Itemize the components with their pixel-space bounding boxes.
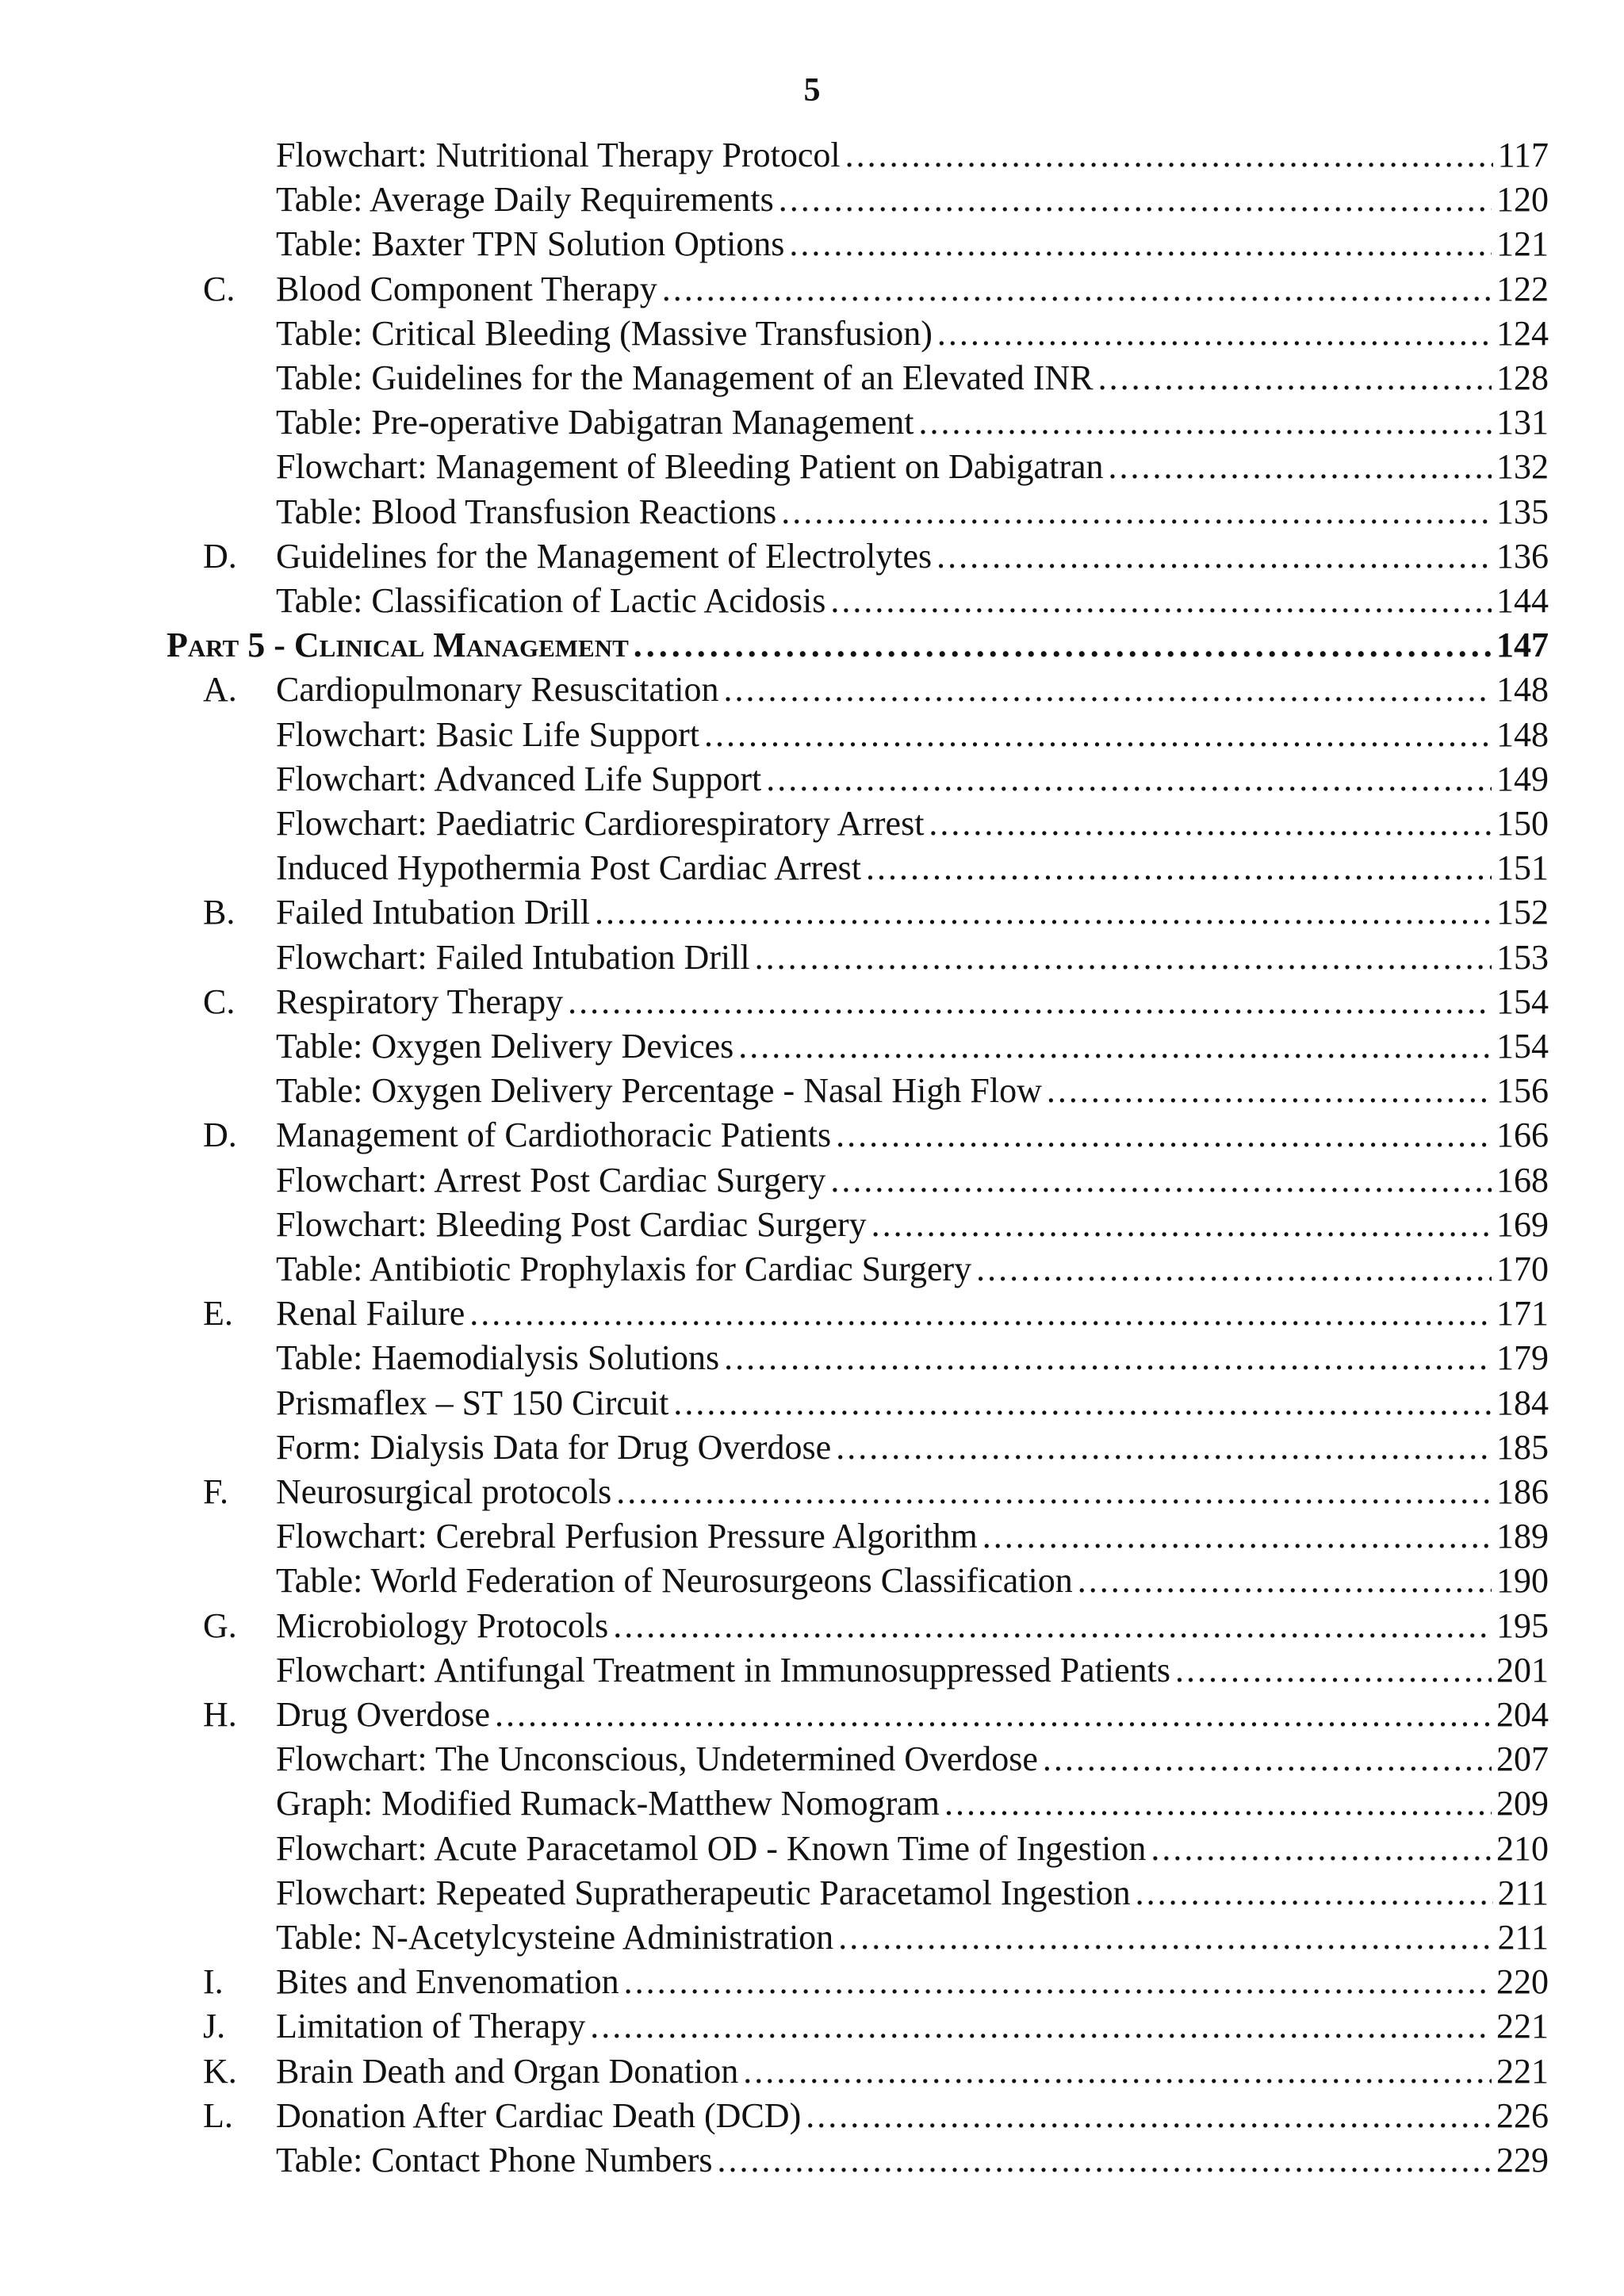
toc-entry-page: 147 [1496,626,1549,665]
toc-entry[interactable] [276,400,1549,445]
toc-entry[interactable] [276,757,1549,802]
toc-entry-page: 226 [1496,2095,1549,2135]
toc-entry-page: 189 [1496,1517,1549,1556]
toc-entry-title: Table: Baxter TPN Solution Options [276,224,785,264]
toc-entry-title: Table: Critical Bleeding (Massive Transfusion) [276,313,933,353]
dot-leader [866,846,1492,890]
toc-entry-title: Limitation of Therapy [276,2007,586,2046]
toc-entry-title: Blood Component Therapy [276,269,657,308]
dot-leader [836,1425,1492,1470]
toc-entry-page: 149 [1496,759,1549,798]
toc-entry-title: Part 5 - Clinical Management [167,626,629,665]
toc-entry-letter: I. [203,1962,224,2002]
toc-entry-title: Renal Failure [276,1294,465,1334]
toc-entry-title: Drug Overdose [276,1695,491,1734]
toc-entry-title: Flowchart: Antifungal Treatment in Immunosuppressed Patients [276,1650,1171,1689]
toc-entry[interactable] [276,1960,1549,2004]
dot-leader [568,980,1492,1024]
toc-entry[interactable] [276,1069,1549,1113]
toc-entry-page: 153 [1496,937,1549,977]
dot-leader [704,713,1492,757]
dot-leader [738,1024,1492,1069]
toc-entry[interactable] [276,2004,1549,2049]
toc-entry[interactable] [276,1024,1549,1069]
toc-entry-title: Cardiopulmonary Resuscitation [276,670,719,710]
toc-entry-page: 151 [1496,848,1549,888]
toc-entry-title: Flowchart: Failed Intubation Drill [276,937,750,977]
toc-entry-title: Table: Blood Transfusion Reactions [276,492,777,531]
toc-entry-page: 168 [1496,1160,1549,1200]
toc-entry-page: 150 [1496,804,1549,843]
dot-leader [976,1247,1492,1292]
toc-entry[interactable] [276,1292,1549,1336]
toc-entry[interactable] [276,980,1549,1024]
dot-leader [613,1604,1492,1648]
toc-entry[interactable] [276,222,1549,266]
toc-entry-page: 148 [1496,714,1549,754]
dot-leader [944,1781,1492,1826]
dot-leader [724,1336,1492,1380]
toc-entry-title: Failed Intubation Drill [276,893,590,932]
toc-entry[interactable] [276,1158,1549,1203]
toc-entry[interactable] [276,1425,1549,1470]
toc-entry-page: 185 [1496,1427,1549,1467]
toc-entry-page: 120 [1496,180,1549,220]
dot-leader [495,1693,1492,1737]
toc-entry-title: Flowchart: Cerebral Perfusion Pressure Algorithm [276,1517,978,1556]
toc-entry-title: Table: N-Acetylcysteine Administration [276,1918,834,1957]
toc-entry[interactable] [276,178,1549,222]
toc-entry-letter: G. [203,1605,237,1645]
toc-entry-page: 169 [1496,1204,1549,1244]
toc-entry-title: Graph: Modified Rumack-Matthew Nomogram [276,1784,940,1823]
dot-leader [624,1960,1492,2004]
toc-entry[interactable] [276,1113,1549,1158]
toc-entry-page: 166 [1496,1115,1549,1155]
toc-entry[interactable] [276,1247,1549,1292]
toc-entry-letter: J. [203,2007,226,2046]
dot-leader [830,1158,1492,1203]
toc-entry-title: Respiratory Therapy [276,982,564,1021]
toc-entry[interactable] [276,890,1549,935]
toc-entry[interactable] [276,1915,1549,1960]
toc-entry-title: Donation After Cardiac Death (DCD) [276,2095,802,2135]
toc-entry[interactable] [276,1781,1549,1826]
dot-leader [616,1470,1492,1514]
dot-leader [673,1381,1492,1425]
dot-leader [590,2004,1492,2049]
toc-entry-title: Flowchart: Advanced Life Support [276,759,762,798]
toc-entry-letter: K. [203,2051,237,2091]
toc-entry-letter: E. [203,1294,233,1334]
toc-entry-title: Flowchart: Paediatric Cardiorespiratory Arrest [276,804,925,843]
dot-leader [918,400,1492,445]
toc-entry-page: 184 [1496,1383,1549,1422]
toc-entry-page: 221 [1496,2051,1549,2091]
toc-entry-title: Guidelines for the Management of Electrolytes [276,536,933,576]
toc-entry-page: 179 [1496,1338,1549,1378]
dot-leader [469,1292,1492,1336]
toc-entry-page: 210 [1496,1828,1549,1868]
dot-leader [830,579,1492,623]
toc-entry-title: Flowchart: Basic Life Support [276,714,700,754]
toc-entry-page: 132 [1496,447,1549,487]
dot-leader [982,1514,1492,1559]
toc-entry-letter: C. [203,269,236,308]
toc-entry[interactable] [276,1336,1549,1380]
dot-leader [781,490,1492,534]
toc-entry[interactable] [276,936,1549,980]
dot-leader [838,1915,1492,1960]
toc-entry-page: 211 [1497,1918,1549,1957]
dot-leader [929,802,1492,846]
toc-entry[interactable] [276,1470,1549,1514]
toc-entry-title: Microbiology Protocols [276,1605,609,1645]
dot-leader [1109,445,1492,489]
toc-entry[interactable] [276,1648,1549,1693]
toc-entry-page: 135 [1496,492,1549,531]
dot-leader [766,757,1492,802]
toc-entry-letter: H. [203,1695,237,1734]
toc-entry-title: Table: Oxygen Delivery Devices [276,1027,734,1066]
dot-leader [779,178,1492,222]
toc-entry-title: Management of Cardiothoracic Patients [276,1115,832,1155]
dot-leader [1043,1737,1492,1781]
dot-leader [595,890,1492,935]
dot-leader [743,2049,1492,2094]
dot-leader [1151,1827,1492,1871]
toc-entry-page: 201 [1496,1650,1549,1689]
dot-leader [1047,1069,1492,1113]
dot-leader [717,2138,1492,2183]
toc-entry-title: Flowchart: Nutritional Therapy Protocol [276,136,841,174]
dot-leader [845,133,1493,178]
toc-entry[interactable] [276,668,1549,712]
toc-entry-page: 186 [1496,1472,1549,1511]
toc-entry-title: Neurosurgical protocols [276,1472,612,1511]
toc-entry-title: Flowchart: Arrest Post Cardiac Surgery [276,1160,826,1200]
toc-entry-page: 128 [1496,358,1549,397]
toc-entry[interactable] [276,1871,1549,1915]
toc-entry-page: 171 [1496,1294,1549,1334]
dot-leader [1078,1559,1492,1603]
toc-entry-letter: D. [203,536,237,576]
toc-entry-title: Form: Dialysis Data for Drug Overdose [276,1427,832,1467]
toc-entry-letter: B. [203,893,236,932]
toc-entry[interactable] [276,1693,1549,1737]
dot-leader [1175,1648,1492,1693]
toc-entry-title: Flowchart: Bleeding Post Cardiac Surgery [276,1204,867,1244]
dot-leader [806,2094,1492,2138]
toc-entry-letter: A. [203,670,237,710]
toc-entry[interactable] [276,713,1549,757]
toc-entry-title: Table: Haemodialysis Solutions [276,1338,720,1378]
toc-entry-page: 136 [1496,536,1549,576]
toc-entry[interactable] [276,1514,1549,1559]
toc-entry[interactable] [276,1559,1549,1603]
toc-entry[interactable] [276,1604,1549,1648]
toc-entry-title: Table: Guidelines for the Management of an Elevated INR [276,358,1094,397]
toc-entry[interactable] [276,802,1549,846]
toc-entry-page: 220 [1496,1962,1549,2002]
dot-leader [1098,356,1492,400]
dot-leader [634,623,1492,668]
toc-entry[interactable] [276,846,1549,890]
toc-entry-title: Table: Contact Phone Numbers [276,2141,713,2179]
toc-entry-title: Flowchart: Repeated Supratherapeutic Paracetamol Ingestion [276,1873,1131,1912]
toc-entry-page: 195 [1496,1605,1549,1645]
toc-entry-page: 121 [1496,224,1549,264]
toc-entry[interactable] [276,267,1549,312]
toc-entry[interactable] [276,2094,1549,2138]
dot-leader [1136,1871,1493,1915]
toc-entry[interactable] [276,1827,1549,1871]
toc-entry-page: 207 [1496,1739,1549,1779]
toc-entry-title: Flowchart: The Unconscious, Undetermined Overdose [276,1739,1038,1779]
toc-entry[interactable] [276,2138,1549,2183]
page-number: 5 [803,72,821,109]
toc-entry-page: 156 [1496,1071,1549,1111]
toc-entry-page: 131 [1496,403,1549,442]
toc-entry-page: 211 [1497,1873,1549,1912]
toc-entry-title: Table: Pre-operative Dabigatran Management [276,403,914,442]
toc-entry-letter: F. [203,1472,228,1511]
toc-entry[interactable] [276,312,1549,356]
dot-leader [836,1113,1492,1158]
toc-entry-title: Table: Classification of Lactic Acidosis [276,581,826,620]
toc-entry-title: Flowchart: Acute Paracetamol OD - Known Time of Ingestion [276,1828,1147,1868]
toc-entry[interactable] [276,133,1549,178]
toc-entry-title: Table: Average Daily Requirements [276,180,774,220]
toc-entry-page: 204 [1496,1695,1549,1734]
toc-entry-title: Induced Hypothermia Post Cardiac Arrest [276,848,862,888]
toc-entry[interactable] [276,2049,1549,2094]
toc-entry-letter: L. [203,2095,233,2135]
toc-entry-title: Flowchart: Management of Bleeding Patient on Dabigatran [276,447,1104,487]
toc-entry-page: 154 [1496,982,1549,1021]
dot-leader [662,267,1492,312]
toc-entry-title: Table: Antibiotic Prophylaxis for Cardiac Surgery [276,1249,972,1288]
toc-entry-page: 117 [1497,136,1549,174]
toc-entry-page: 148 [1496,670,1549,710]
toc-entry-page: 122 [1496,269,1549,308]
toc-entry[interactable] [276,579,1549,623]
toc-entry-page: 190 [1496,1561,1549,1601]
toc-entry-letter: D. [203,1115,237,1155]
toc-entry-page: 229 [1496,2141,1549,2179]
toc-entry-title: Prismaflex – ST 150 Circuit [276,1383,669,1422]
toc-entry-page: 221 [1496,2007,1549,2046]
dot-leader [936,534,1492,579]
toc-entry-page: 170 [1496,1249,1549,1288]
toc-entry-page: 209 [1496,1784,1549,1823]
dot-leader [789,222,1492,266]
toc-entry-page: 144 [1496,581,1549,620]
toc-entry-page: 124 [1496,313,1549,353]
toc-entry[interactable] [276,445,1549,489]
toc-entry[interactable] [276,1737,1549,1781]
toc-entry-page: 154 [1496,1027,1549,1066]
dot-leader [723,668,1492,712]
toc-entry-title: Table: World Federation of Neurosurgeons Classification [276,1561,1073,1601]
toc-entry[interactable] [276,356,1549,400]
toc-entry-title: Brain Death and Organ Donation [276,2051,739,2091]
toc-entry[interactable] [276,1381,1549,1425]
toc-entry[interactable] [276,534,1549,579]
toc-entry[interactable] [276,1203,1549,1247]
toc-entry[interactable] [276,490,1549,534]
dot-leader [937,312,1492,356]
toc-part-heading[interactable] [167,623,1549,668]
toc-entry-letter: C. [203,982,236,1021]
dot-leader [755,936,1492,980]
toc-entry-title: Table: Oxygen Delivery Percentage - Nasal High Flow [276,1071,1042,1111]
toc-entry-title: Bites and Envenomation [276,1962,619,2002]
toc-entry-page: 152 [1496,893,1549,932]
dot-leader [871,1203,1492,1247]
